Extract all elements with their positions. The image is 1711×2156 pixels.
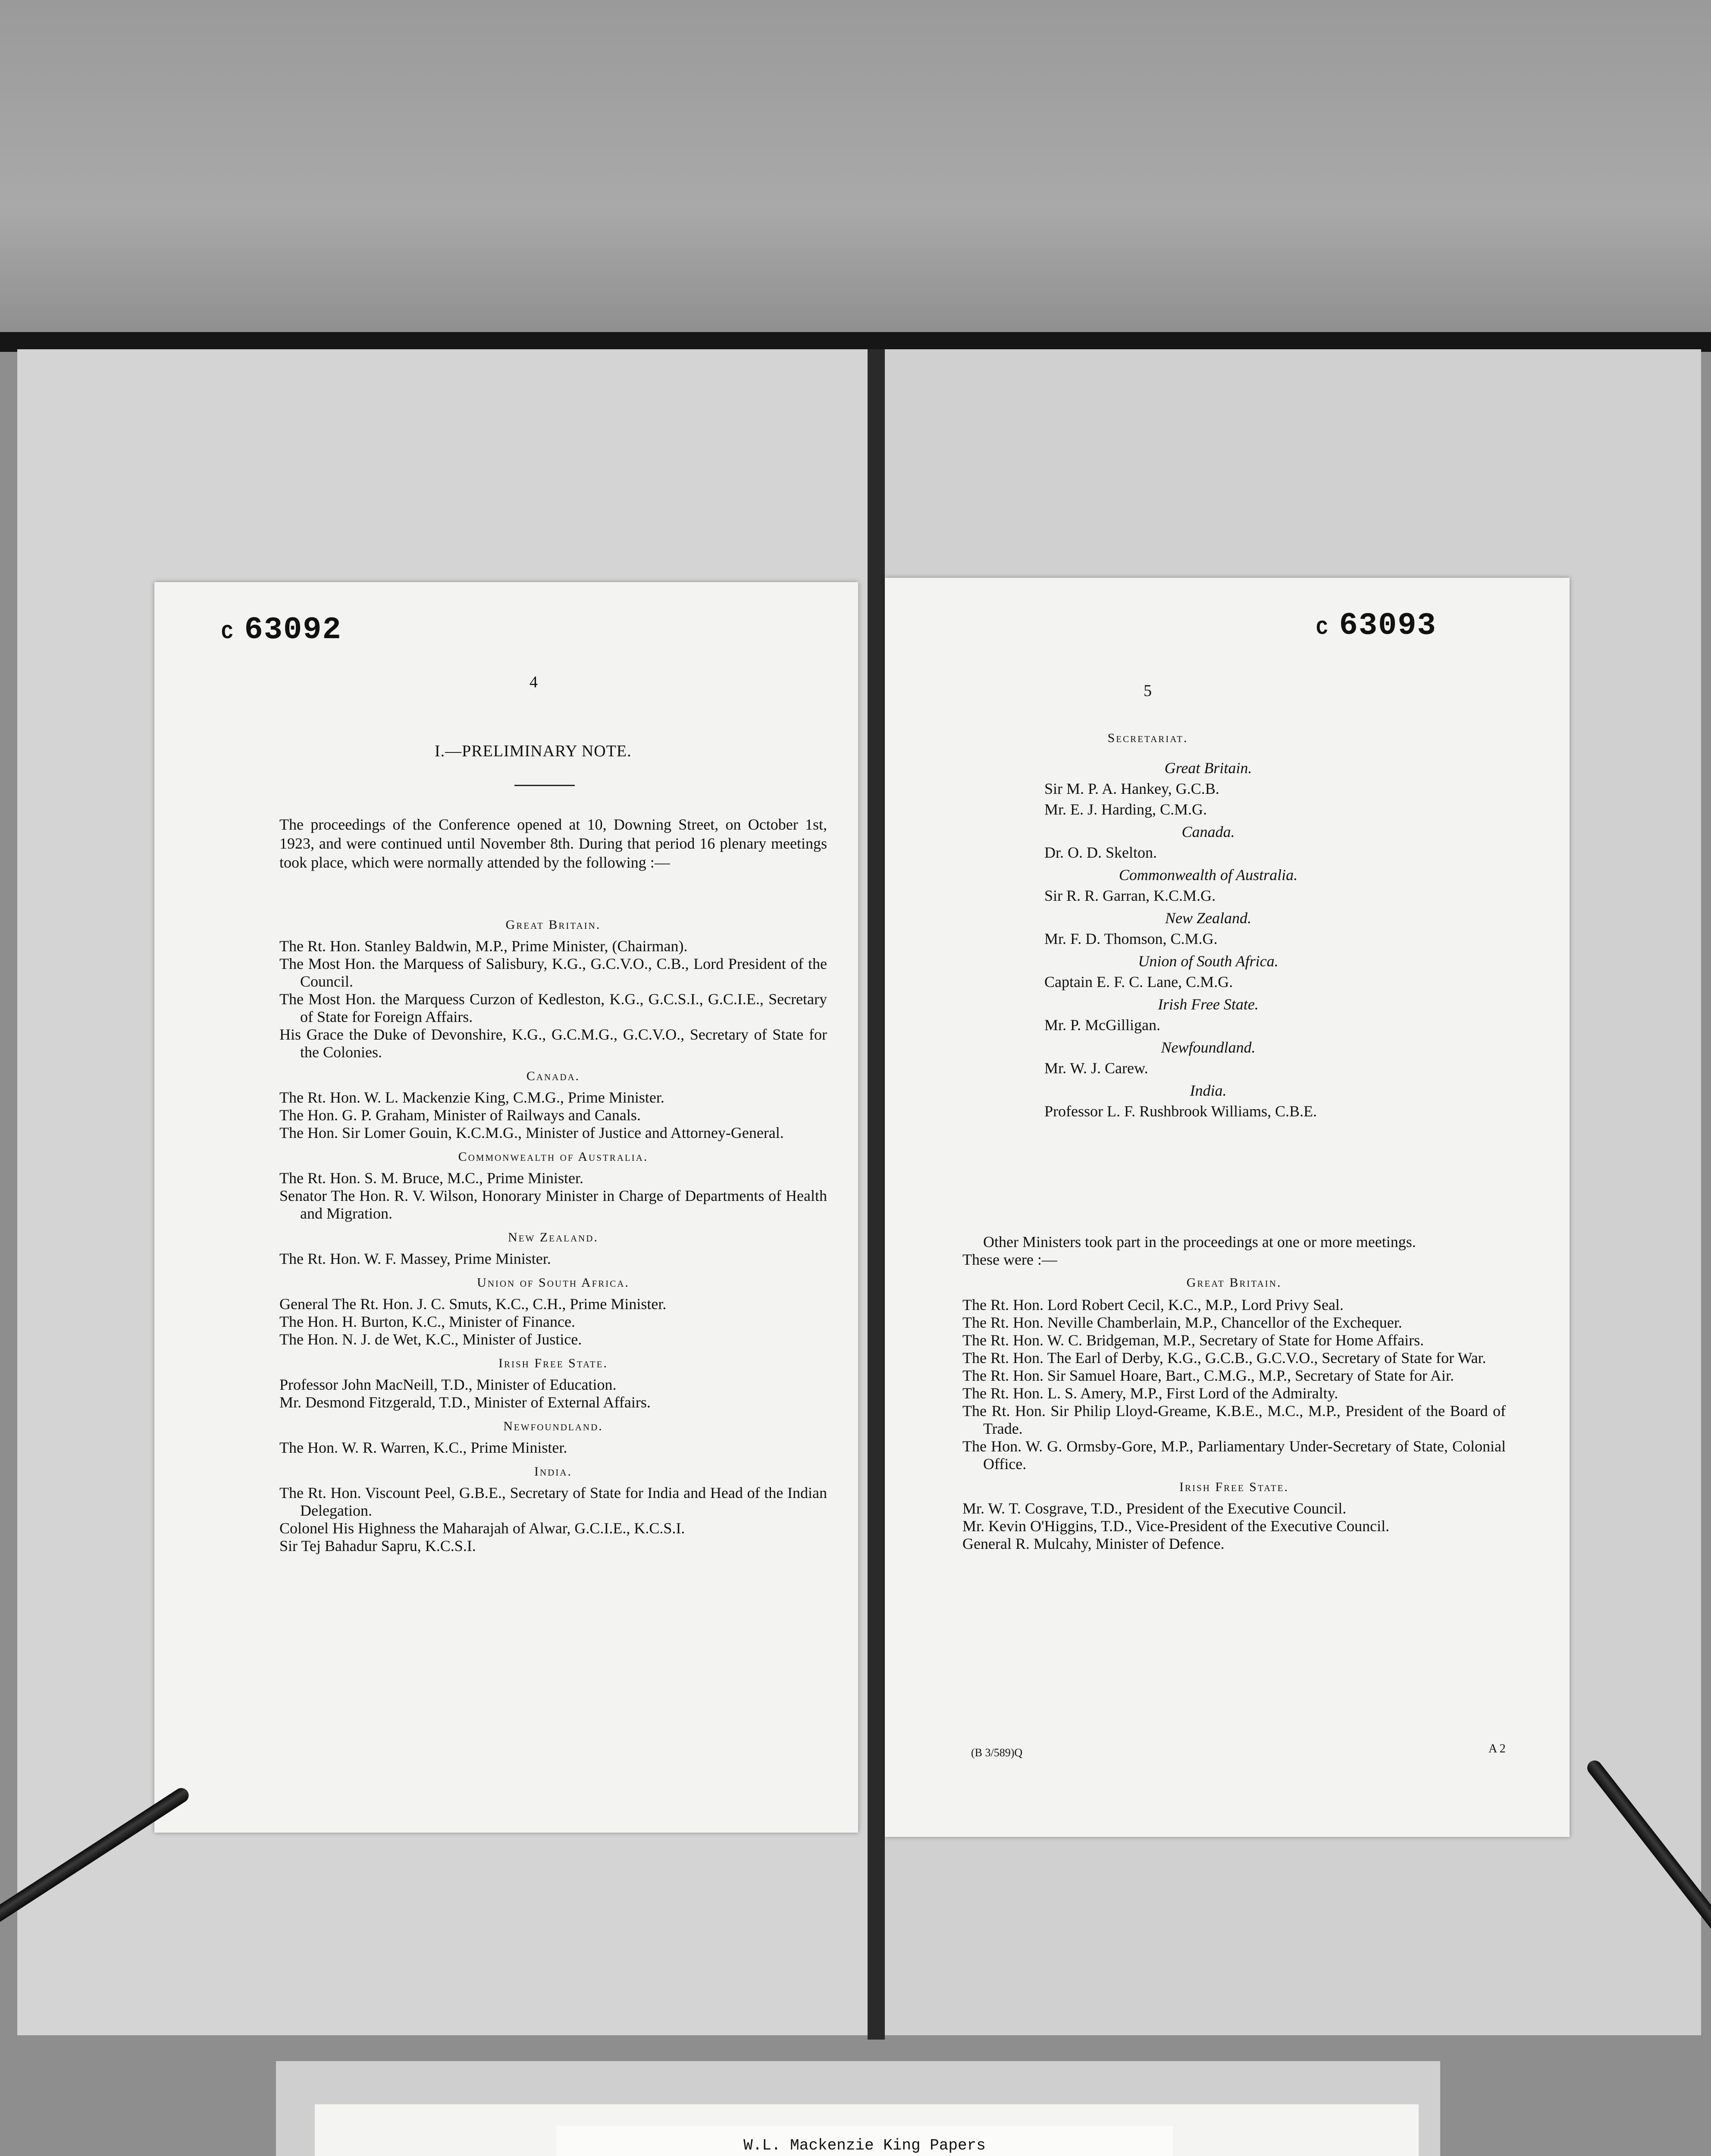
signature-mark: A 2 — [1489, 1742, 1506, 1755]
ifs-entries — [962, 1500, 1506, 1553]
delegate-entry: Sir Tej Bahadur Sapru, K.C.S.I. — [279, 1537, 476, 1554]
delegate-entry: Professor John MacNeill, T.D., Minister of Education. — [279, 1376, 617, 1393]
stamp-prefix: C — [1316, 617, 1328, 640]
delegate-entry: The Most Hon. the Marquess Curzon of Kedleston, K.G., G.C.S.I., G.C.I.E., Secretary of State for Foreign Affairs. — [279, 990, 827, 1025]
page-number: 5 — [1144, 682, 1152, 700]
minister-entry: The Rt. Hon. Sir Samuel Hoare, Bart., C.M.G., M.P., Secretary of State for Air. — [962, 1367, 1454, 1384]
delegate-entry: The Rt. Hon. W. F. Massey, Prime Minister. — [279, 1250, 551, 1267]
book-gutter — [868, 349, 885, 2040]
secretariat-member: Mr. E. J. Harding, C.M.G. — [1044, 801, 1207, 818]
print-code: (B 3/589)Q — [971, 1746, 1023, 1759]
secretariat-list — [1044, 755, 1372, 1123]
ifs-heading: Irish Free State. — [1179, 1480, 1289, 1494]
title-rule — [514, 785, 575, 786]
secretariat-country: Commonwealth of Australia. — [1119, 866, 1298, 884]
stamp-prefix: C — [221, 622, 233, 644]
right-archive-stamp — [1316, 608, 1437, 643]
section-heading: Commonwealth of Australia. — [458, 1150, 649, 1164]
minister-entry: The Rt. Hon. Sir Philip Lloyd-Greame, K.B.E., M.C., M.P., President of the Board of Trade. — [962, 1402, 1506, 1437]
minister-entry: General R. Mulcahy, Minister of Defence. — [962, 1535, 1225, 1552]
section-heading: New Zealand. — [508, 1230, 599, 1244]
delegate-entry: The Hon. Sir Lomer Gouin, K.C.M.G., Minister of Justice and Attorney-General. — [279, 1124, 784, 1141]
secretariat-country: Great Britain. — [1164, 759, 1252, 777]
stamp-number: 63092 — [244, 612, 342, 648]
secretariat-member: Sir M. P. A. Hankey, G.C.B. — [1044, 780, 1219, 797]
delegate-entry: Mr. Desmond Fitzgerald, T.D., Minister of External Affairs. — [279, 1394, 651, 1411]
secretariat-country: Newfoundland. — [1161, 1039, 1256, 1056]
page-number: 4 — [530, 673, 538, 691]
section-heading: India. — [534, 1464, 572, 1479]
minister-entry: The Hon. W. G. Ormsby-Gore, M.P., Parliamentary Under-Secretary of State, Colonial Office. — [962, 1438, 1506, 1473]
section-heading: Great Britain. — [505, 918, 601, 932]
secretariat-member: Captain E. F. C. Lane, C.M.G. — [1044, 973, 1233, 990]
gb-heading: Great Britain. — [1186, 1275, 1282, 1290]
secretariat-member: Sir R. R. Garran, K.C.M.G. — [1044, 887, 1216, 904]
delegate-entry: The Hon. N. J. de Wet, K.C., Minister of Justice. — [279, 1331, 582, 1348]
section-heading: Canada. — [526, 1069, 580, 1083]
minister-entry: The Rt. Hon. L. S. Amery, M.P., First Lord of the Admiralty. — [962, 1385, 1338, 1402]
delegation-list — [279, 910, 827, 1555]
minister-entry: The Rt. Hon. Lord Robert Cecil, K.C., M.P., Lord Privy Seal. — [962, 1296, 1344, 1313]
gb-entries — [962, 1296, 1506, 1473]
delegate-entry: The Hon. G. P. Graham, Minister of Railways and Canals. — [279, 1106, 641, 1124]
delegate-entry: The Rt. Hon. Stanley Baldwin, M.P., Prime Minister, (Chairman). — [279, 937, 688, 955]
page-title: I.—PRELIMINARY NOTE. — [435, 742, 632, 760]
secretariat-country: Irish Free State. — [1158, 996, 1259, 1013]
delegate-entry: The Rt. Hon. S. M. Bruce, M.C., Prime Minister. — [279, 1169, 583, 1187]
secretariat-heading: Secretariat. — [1107, 731, 1188, 745]
slip-line-1: W.L. Mackenzie King Papers — [743, 2137, 986, 2154]
secretariat-country: Canada. — [1181, 823, 1235, 840]
right-page — [885, 578, 1570, 1837]
secretariat-member: Mr. P. McGilligan. — [1044, 1016, 1161, 1034]
other-ministers-text: Other Ministers took part in the proceedings at one or more meetings. — [983, 1233, 1416, 1250]
left-archive-stamp — [221, 612, 342, 648]
these-were-text: These were :— — [962, 1251, 1057, 1268]
delegate-entry: His Grace the Duke of Devonshire, K.G., G.C.M.G., G.C.V.O., Secretary of State for the Colonies. — [279, 1026, 827, 1061]
minister-entry: The Rt. Hon. Neville Chamberlain, M.P., Chancellor of the Exchequer. — [962, 1314, 1402, 1331]
secretariat-country: Union of South Africa. — [1138, 953, 1279, 970]
secretariat-member: Professor L. F. Rushbrook Williams, C.B.E. — [1044, 1103, 1317, 1120]
delegate-entry: The Hon. W. R. Warren, K.C., Prime Minister. — [279, 1439, 567, 1456]
minister-entry: Mr. Kevin O'Higgins, T.D., Vice-President of the Executive Council. — [962, 1517, 1390, 1535]
stamp-number: 63093 — [1339, 608, 1437, 643]
delegate-entry: General The Rt. Hon. J. C. Smuts, K.C., C.H., Prime Minister. — [279, 1295, 667, 1313]
section-heading: Union of South Africa. — [477, 1275, 630, 1290]
minister-entry: Mr. W. T. Cosgrave, T.D., President of the Executive Council. — [962, 1500, 1347, 1517]
section-heading: Newfoundland. — [503, 1419, 603, 1433]
other-ministers-block — [962, 1233, 1506, 1553]
secretariat-member: Mr. F. D. Thomson, C.M.G. — [1044, 930, 1218, 947]
section-heading: Irish Free State. — [498, 1356, 608, 1370]
secretariat-member: Dr. O. D. Skelton. — [1044, 844, 1157, 861]
intro-paragraph — [279, 815, 827, 872]
secretariat-country: India. — [1190, 1082, 1227, 1099]
delegate-entry: The Rt. Hon. W. L. Mackenzie King, C.M.G., Prime Minister. — [279, 1089, 664, 1106]
delegate-entry: Colonel His Highness the Maharajah of Alwar, G.C.I.E., K.C.S.I. — [279, 1520, 685, 1537]
background-top — [0, 0, 1711, 345]
collection-slip — [556, 2126, 1173, 2156]
delegate-entry: The Hon. H. Burton, K.C., Minister of Finance. — [279, 1313, 575, 1330]
delegate-entry: The Most Hon. the Marquess of Salisbury, K.G., G.C.V.O., C.B., Lord President of the Council. — [279, 955, 827, 990]
left-page — [154, 582, 858, 1833]
delegate-entry: Senator The Hon. R. V. Wilson, Honorary Minister in Charge of Departments of Health and Migration. — [279, 1187, 827, 1222]
delegate-entry: The Rt. Hon. Viscount Peel, G.B.E., Secretary of State for India and Head of the Indian Delegation. — [279, 1484, 827, 1519]
intro-text: The proceedings of the Conference opened at 10, Downing Street, on October 1st, 1923, and were continued until November 8th. During that period 16 plenary meetings took place, which were normally attended by the following :— — [279, 816, 827, 871]
minister-entry: The Rt. Hon. The Earl of Derby, K.G., G.C.B., G.C.V.O., Secretary of State for War. — [962, 1349, 1486, 1366]
secretariat-country: New Zealand. — [1165, 909, 1251, 927]
secretariat-member: Mr. W. J. Carew. — [1044, 1059, 1148, 1077]
minister-entry: The Rt. Hon. W. C. Bridgeman, M.P., Secretary of State for Home Affairs. — [962, 1332, 1424, 1349]
